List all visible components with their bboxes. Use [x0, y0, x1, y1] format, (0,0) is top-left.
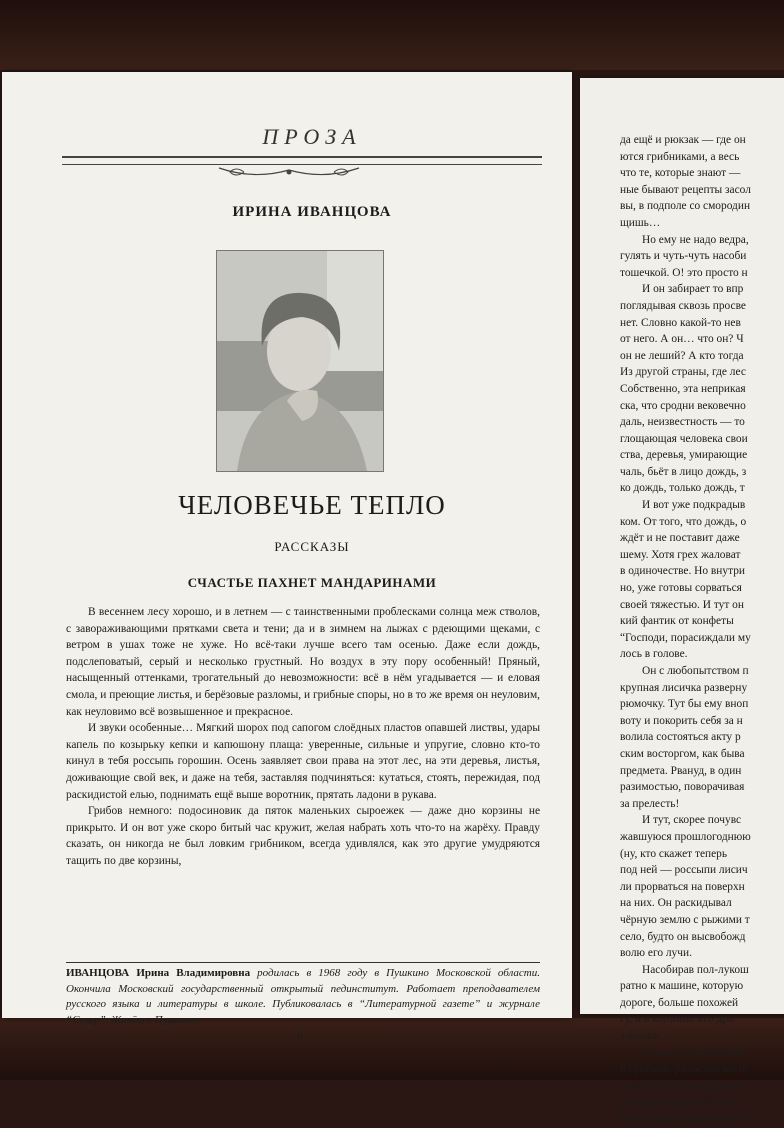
text-line: крупная лисичка разверну: [620, 681, 748, 694]
background-top: [0, 0, 784, 70]
text-line: ко дождь, только дождь, т: [620, 482, 745, 495]
main-title: ЧЕЛОВЕЧЬЕ ТЕПЛО: [178, 490, 446, 520]
text-line: гулять и чуть-чуть насоби: [620, 250, 747, 263]
paragraph: И звуки особенные… Мягкий шорох под сапогом слоёдных пластов опавшей листвы, удары капель по козырьку кепки и капюшону плаща: уверенные, сильные и упругие, словно кто-то кинул в тебя россыпь горошин. Осень заявляет свои права на этот лес, на эти деревья, листья, доживающие свой век, и даже на тебя, заставляя подчиняться: кутаться, стоять, пережидая, под раскидистой елью, поднимать ещё выше воротник, прятать ладони в рукава.: [66, 722, 540, 801]
text-line: ждёт и не поставит даже: [620, 532, 740, 545]
text-line: он не леший? А кто тогда: [620, 349, 744, 362]
text-line: блеска даже в варёном ви: [620, 1113, 744, 1126]
text-line: ратно к машине, которую: [620, 980, 744, 993]
text-line: нет. Словно какой-то нев: [620, 316, 741, 329]
left-page: [2, 72, 572, 1042]
author-name: ИРИНА ИВАНЦОВА: [232, 204, 392, 220]
text-line: ные бывают рецепты засол: [620, 183, 751, 196]
text-line: кий фантик от конфеты: [620, 615, 734, 628]
text-line: щишь…: [620, 216, 661, 229]
text-line: поглядывая сквозь просве: [620, 299, 746, 312]
story-body: [66, 604, 540, 870]
text-line: даль, неизвестность — то: [620, 416, 745, 429]
text-line: И день стал весёлым: [642, 1046, 744, 1059]
text-line: И вот уже подкрадыв: [642, 499, 746, 512]
text-line: ства, деревья, умирающие: [620, 449, 748, 462]
text-line: да ещё и рюкзак — где он: [620, 134, 746, 146]
text-line: Собственно, эта неприкая: [620, 382, 746, 395]
text-line: тошечкой. О! это просто н: [620, 266, 748, 279]
story-title: СЧАСТЬЕ ПАХНЕТ МАНДАРИНАМИ: [187, 575, 437, 590]
text-line: в одиночестве. Но внутри: [620, 565, 745, 578]
text-line: ским восторгом, как быва: [620, 747, 745, 760]
text-line: на них. Он раскидывал: [620, 897, 732, 910]
text-line: что те, которые знают —: [620, 167, 741, 180]
bio-text: родилась в 1968 году в Пушкино Московской области. Окончила Московский государственный открытый пединститут. Работает преподавателем русского языка и литературы в школе. Публиковалась в “Литературной газете” и журнале “Север”. Живёт в Пушкино.: [66, 967, 541, 1026]
text-line: дороге, больше похожей: [620, 996, 739, 1009]
text-line: Он с любопытством п: [642, 665, 749, 677]
text-line: (ну, кто скажет теперь: [620, 847, 728, 860]
ornament-icon: [214, 162, 364, 182]
text-line: жавшуюся прошлогоднюю: [620, 830, 751, 843]
text-line: своей тяжестью. И тут он: [620, 598, 744, 611]
text-line: от него. А он… что он? Ч: [620, 333, 744, 346]
text-line: ются грибниками, а весь: [620, 150, 740, 163]
text-line: ный всё из тех же грибов: [620, 1079, 742, 1092]
text-line: разимостью, поворачивая: [620, 781, 745, 794]
text-line: предмета. Рвануд, в один: [620, 764, 742, 777]
text-line: волю его лучи.: [620, 947, 692, 960]
text-line: И тут, скорее почувс: [642, 814, 742, 827]
text-line: зайчики.: [620, 1030, 662, 1043]
text-line: и грибами, радостно щёлк: [620, 1063, 748, 1076]
text-line: под ней — россыпи лисич: [620, 864, 748, 877]
text-line: чаль, бьёт в лицо дождь, з: [620, 465, 747, 478]
text-line: волила состояться акту р: [620, 731, 741, 744]
text-line: поскольку лисички, как: [620, 1096, 735, 1109]
author-photo: [216, 250, 384, 472]
text-line: И он забирает то впр: [642, 283, 744, 296]
text-line: ли прорваться на поверхн: [620, 880, 745, 893]
footnote-rule: [66, 962, 540, 963]
text-line: глощающая человека свои: [620, 432, 748, 445]
text-line: шему. Хотя грех жаловат: [620, 548, 741, 561]
text-line: рюмочку. Тут бы ему вноп: [620, 698, 749, 711]
text-line: воту и покорить себя за н: [620, 714, 743, 727]
text-line: за прелесть!: [620, 797, 680, 810]
genre-label: РАССКАЗЫ: [274, 539, 350, 554]
paragraph: Грибов немного: подосиновик да пяток маленьких сыроежек — даже дно корзины не прикрыто. И он вот уже скоро битый час кружит, желая набрать хоть что-то на жарёху. Правду сказать, он никогда не был ловким грибником, всегда удивлялся, как это другие умудряются тащить по две корзины,: [66, 805, 540, 867]
text-line: лось в голове.: [620, 648, 688, 661]
text-line: “Господи, порасиждали му: [620, 631, 751, 644]
text-line: ком. От того, что дождь, о: [620, 515, 747, 528]
author-bio: [66, 966, 540, 1028]
text-line: Из другой страны, где лес: [620, 366, 746, 379]
page-number: 6: [297, 1028, 303, 1042]
text-line: чёрную землю с рыжими т: [620, 913, 750, 926]
bio-name: ИВАНЦОВА Ирина Владимировна: [66, 967, 251, 979]
text-line: но, уже готовы сорваться: [620, 582, 742, 595]
text-line: ска, что сродни вековечно: [620, 399, 746, 412]
text-line: село, будто он высвобожд: [620, 930, 746, 943]
paragraph: В весеннем лесу хорошо, и в летнем — с таинственными проблесками солнца меж стволов, с завораживающими прятками света и тени; да и в зимнем на лыжах с рдеющими щеками, с ветром в ушах тоже не хуже. Но всё-таки лучше всего там осенью. Даже если дождь, подслеповатый, серый и несколько грустный. Но воздух в эту пору особенный! Пряный, насыщенный оттенками, трогательный до невозможности: всё в нём угадывается — и еловая смола, и преющие листья, и берёзовые разломы, и грибные споры, но в то же время он неуловим, как неуловимо всё возвышенное и прекрасное.: [66, 606, 540, 718]
text-line: вы, в подполе со смородин: [620, 200, 751, 213]
text-line: гу, и в корзинке его дро: [620, 1013, 734, 1026]
right-page-text: [620, 132, 784, 1128]
right-page: [580, 78, 784, 1126]
text-line: Но ему не надо ведра,: [642, 233, 749, 246]
text-line: Насобирав пол-лукош: [642, 963, 749, 976]
section-title: ПРОЗА: [262, 124, 362, 149]
